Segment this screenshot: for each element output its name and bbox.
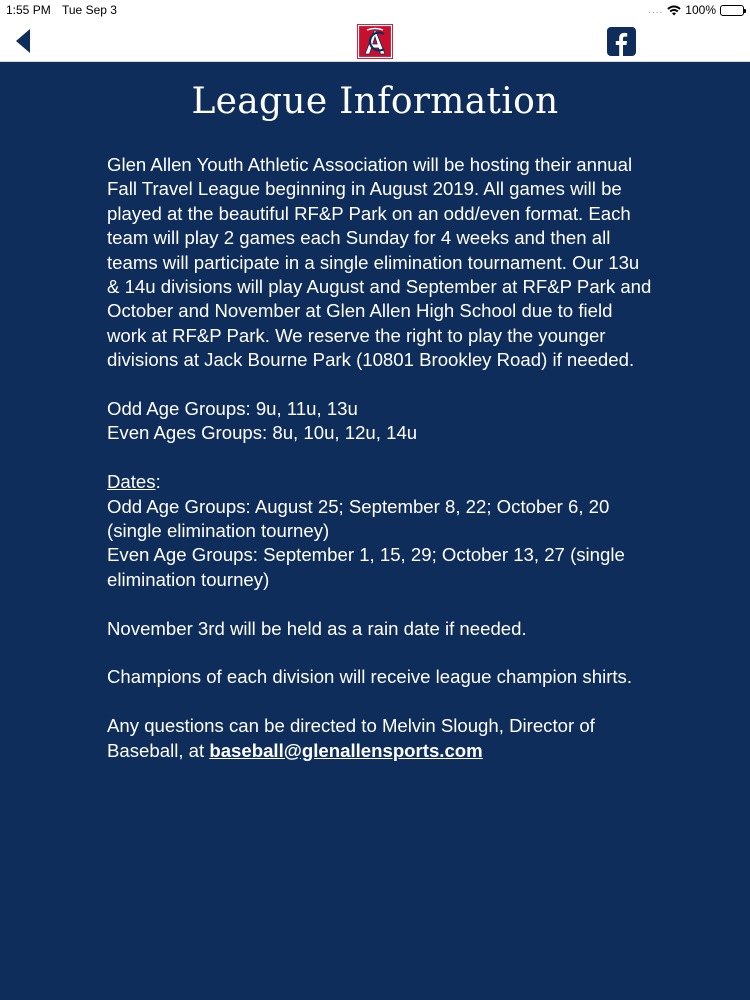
rain-date: November 3rd will be held as a rain date if needed. — [107, 617, 527, 639]
champions-note: Champions of each division will receive league champion shirts. — [107, 666, 633, 688]
questions-paragraph — [107, 714, 652, 763]
dates-heading-line — [107, 470, 652, 494]
back-button[interactable] — [8, 26, 38, 56]
status-date: Tue Sep 3 — [62, 3, 117, 17]
battery-icon — [720, 5, 744, 16]
dates-colon: : — [155, 471, 161, 493]
questions-text: Any questions can be directed to Melvin Slough, Director of Baseball, at — [107, 715, 595, 761]
battery-percent: 100% — [685, 3, 716, 17]
even-age-groups: Even Ages Groups: 8u, 10u, 12u, 14u — [107, 422, 418, 444]
facebook-button[interactable] — [607, 27, 636, 56]
signal-icon: .... — [648, 4, 664, 16]
status-indicators — [648, 3, 744, 17]
facebook-icon — [607, 27, 636, 56]
intro-paragraph: Glen Allen Youth Athletic Association will be hosting their annual Fall Travel League beginning in August 2019. All games will be played at the beautiful RF&P Park on an odd/even format. Each team will play 2 games each Sunday for 4 weeks and then all teams will participate in a single elimination tournament. Our 13u & 14u divisions will play August and September at RF&P Park and October and November at Glen Allen High School due to field work at RF&P Park. We reserve the right to play the younger divisions at Jack Bourne Park (10801 Brookley Road) if needed. — [107, 154, 652, 371]
status-bar — [0, 0, 750, 20]
odd-age-groups: Odd Age Groups: 9u, 11u, 13u — [107, 398, 358, 420]
team-logo — [357, 24, 393, 59]
chevron-left-icon — [14, 28, 32, 54]
even-dates: Even Age Groups: September 1, 15, 29; October 13, 27 (single elimination tourney) — [107, 544, 625, 590]
email-link[interactable]: baseball@glenallensports.com — [209, 739, 483, 761]
wifi-icon — [667, 5, 681, 16]
odd-dates: Odd Age Groups: August 25; September 8, 22; October 6, 20 (single elimination tourney) — [107, 495, 610, 542]
status-time: 1:55 PM — [6, 3, 51, 17]
league-body-text — [107, 153, 652, 787]
league-info-content — [0, 63, 750, 1000]
navigation-bar — [0, 20, 750, 62]
page-title: League Information — [191, 81, 559, 122]
dates-heading: Dates — [107, 471, 156, 493]
